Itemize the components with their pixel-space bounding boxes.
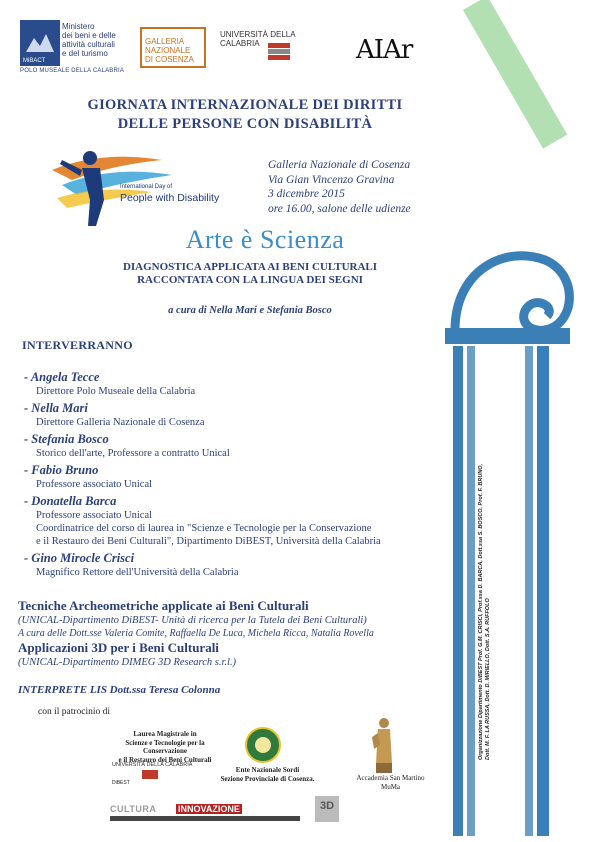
workshop-title: Tecniche Archeometriche applicate ai Beni Culturali	[18, 598, 309, 613]
unical-small-text: UNIVERSITÀ DELLA CALABRIA	[112, 762, 193, 768]
galleria-logo-line: NAZIONALE	[145, 46, 191, 55]
mibact-subtitle: POLO MUSEALE DELLA CALABRIA	[20, 68, 125, 74]
venue-line: Via Gian Vincenzo Gravina	[268, 173, 395, 186]
speaker-name: - Stefania Bosco	[24, 432, 109, 446]
accademia-label	[348, 774, 433, 791]
organization-line: Dott. M. F. LA RUSSA, Dott. D. MIRIELLO, Dott. S.A. RUFFOLO	[485, 598, 491, 760]
speaker-role: Storico dell'arte, Professore a contratto Unical	[36, 448, 230, 459]
event-title: Arte è Scienza	[185, 225, 345, 254]
interpreter: INTERPRETE LIS Dott.ssa Teresa Colonna	[18, 684, 221, 696]
laurea-line: e il Restauro dei Beni Culturali	[118, 755, 212, 764]
cultura-innovazione-logo	[110, 804, 300, 819]
mibact-text-line: dei beni e delle	[62, 31, 116, 40]
venue-info	[268, 158, 468, 216]
mibact-text-line: Ministero	[62, 22, 95, 31]
organization-line: Organizzazione Dipartimento DiBEST Prof. G.M. CRISCI, Prof.ssa D. BARCA, Dott.ssa S. BOSCO, Prof. F. BRUNO,	[478, 463, 484, 760]
venue-line: ore 16.00, salone delle udienze	[268, 202, 411, 215]
speaker-role: Direttore Polo Museale della Calabria	[36, 386, 196, 397]
speaker-name: - Angela Tecce	[24, 370, 100, 384]
ens-emblem-icon	[245, 727, 281, 763]
venue-line: 3 dicembre 2015	[268, 188, 345, 200]
statue-icon	[368, 715, 400, 773]
unical-small-bars-icon	[142, 770, 158, 779]
laurea-line: Laurea Magistrale in	[133, 730, 197, 738]
speaker-item	[24, 494, 464, 548]
workshop-section	[18, 598, 458, 669]
mibact-text	[62, 22, 116, 58]
unical-logo-text: UNIVERSITÀ DELLA CALABRIA	[220, 30, 296, 48]
ens-label	[210, 766, 325, 783]
galleria-logo-line: GALLERIA	[145, 37, 185, 46]
accademia-line: Accademia San Martino	[356, 774, 425, 782]
speaker-item	[24, 551, 464, 579]
speaker-item	[24, 401, 464, 429]
apps-dept: (UNICAL-Dipartimento DIMEG 3D Research s.r.l.)	[18, 657, 237, 668]
speaker-role: Professore associato Unical	[36, 479, 153, 490]
cultura-strip	[110, 816, 300, 821]
speaker-role: Professore associato Unical	[36, 510, 153, 521]
unical-logo	[220, 30, 335, 66]
galleria-logo	[140, 27, 206, 68]
mibact-text-line: e del turismo	[62, 49, 108, 58]
mibact-emblem-icon	[20, 20, 60, 66]
speaker-name: - Donatella Barca	[24, 494, 117, 508]
speaker-role: Coordinatrice del corso di laurea in "Scienze e Tecnologie per la Conservazione	[36, 523, 372, 534]
galleria-logo-line: DI COSENZA	[145, 55, 194, 64]
speaker-name: - Fabio Bruno	[24, 463, 99, 477]
ens-line: Sezione Provinciale di Cosenza.	[220, 774, 315, 783]
speaker-role: e il Restauro dei Beni Culturali", Dipartimento DiBEST, Università della Calabria	[36, 536, 381, 547]
speaker-name: - Nella Mari	[24, 401, 88, 415]
innovazione-text: INNOVAZIONE	[178, 804, 240, 814]
cultura-text: CULTURA	[110, 804, 157, 814]
idpd-line1: International Day of	[120, 184, 173, 190]
event-subtitle-line: DIAGNOSTICA APPLICATA AI BENI CULTURALI	[122, 261, 378, 273]
speaker-role: Magnifico Rettore dell'Università della Calabria	[36, 567, 239, 578]
accademia-line: MuMa	[380, 782, 401, 791]
speakers-list	[24, 370, 464, 582]
event-heading	[40, 96, 450, 134]
mibact-logo	[20, 20, 138, 75]
curators: a cura di Nella Mari e Stefania Bosco	[168, 305, 332, 316]
apps-title: Applicazioni 3D per i Beni Culturali	[18, 640, 219, 655]
ionic-column-icon	[445, 150, 585, 840]
ens-line: Ente Nazionale Sordi	[235, 766, 300, 774]
idpd-logo	[42, 140, 222, 230]
workshop-dept: (UNICAL-Dipartimento DiBEST- Unità di ricerca per la Tutela dei Beni Culturali)	[18, 615, 367, 626]
unical-small-logo	[112, 762, 202, 779]
unical-bars-icon	[268, 43, 290, 61]
event-subtitle-line: RACCONTATA CON LA LINGUA DEI SEGNI	[137, 274, 363, 286]
speaker-role: Direttore Galleria Nazionale di Cosenza	[36, 417, 205, 428]
venue-line: Galleria Nazionale di Cosenza	[268, 159, 411, 171]
speaker-item	[24, 463, 464, 491]
mibact-text-line: attività culturali	[62, 40, 115, 49]
threed-logo: 3D	[315, 796, 339, 822]
mibact-badge	[20, 20, 60, 66]
workshop-by: A cura delle Dott.sse Valeria Comite, Raffaella De Luca, Michela Ricca, Natalia Rovella	[18, 628, 374, 639]
speaker-item	[24, 370, 464, 398]
idpd-line2: People with Disability	[120, 192, 220, 204]
speaker-item	[24, 432, 464, 460]
laurea-logo	[110, 730, 220, 764]
laurea-line: Scienze e Tecnologie per la Conservazione	[125, 738, 205, 755]
svg-text:MiBACT: MiBACT	[23, 58, 46, 64]
event-heading-line: DELLE PERSONE CON DISABILITÀ	[117, 116, 373, 132]
dibest-logo: DiBEST	[112, 780, 130, 786]
ruler-icon	[463, 0, 567, 149]
aiar-logo: AIAr	[356, 35, 413, 65]
event-heading-line: GIORNATA INTERNAZIONALE DEI DIRITTI	[87, 97, 403, 113]
speakers-heading: INTERVERRANNO	[22, 338, 133, 352]
event-subtitle	[90, 261, 410, 287]
organization-text	[478, 340, 492, 760]
patronage-label: con il patrocinio di	[38, 707, 111, 717]
speaker-name: - Gino Mirocle Crisci	[24, 551, 135, 565]
organization-credits	[478, 340, 494, 760]
